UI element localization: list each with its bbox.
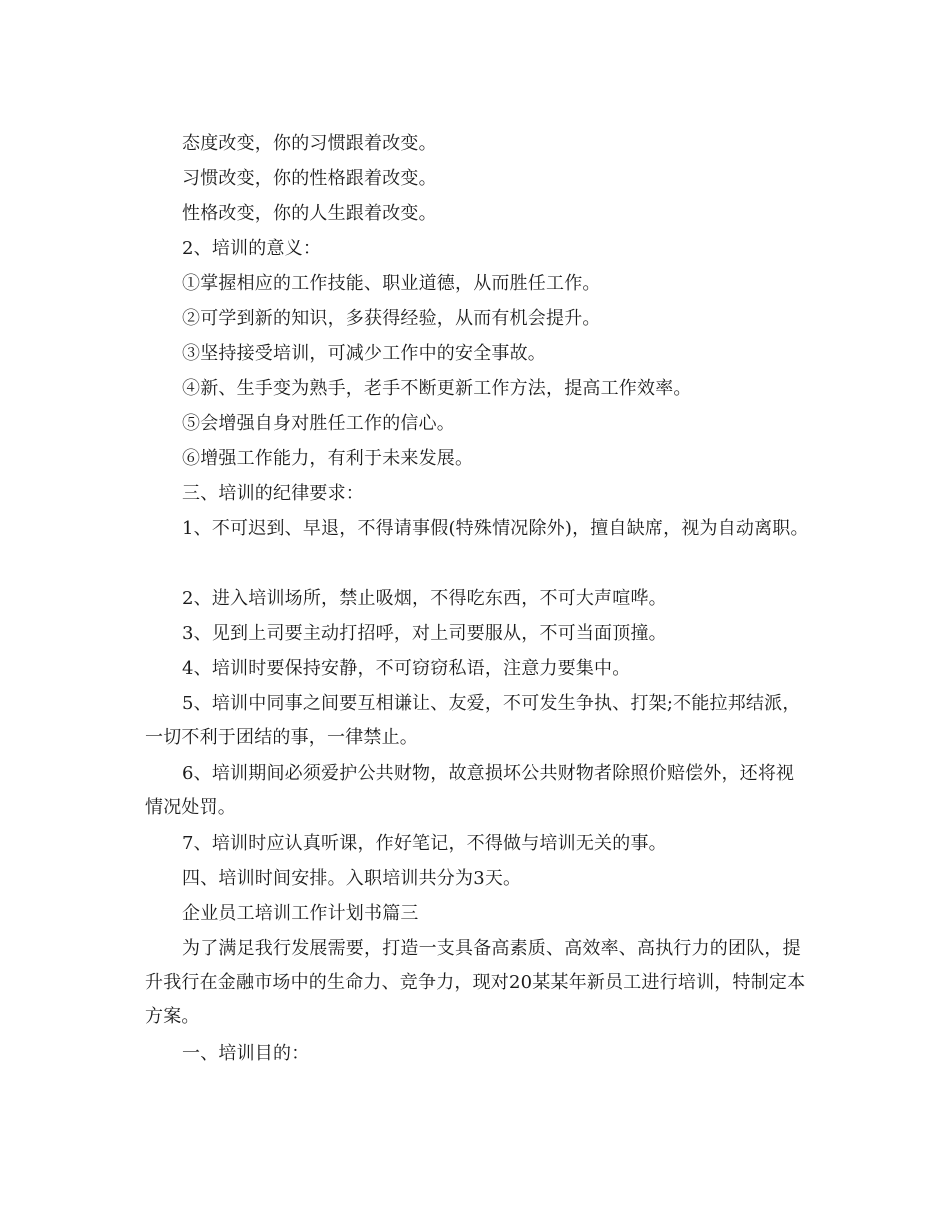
section-heading: 一、培训目的：	[182, 1043, 310, 1064]
list-item: 2、进入培训场所，禁止吸烟，不得吃东西，不可大声喧哗。	[182, 588, 667, 609]
list-item: ③坚持接受培训，可减少工作中的安全事故。	[182, 343, 546, 364]
section-heading: 三、培训的纪律要求：	[182, 483, 364, 504]
list-item: 4、培训时要保持安静，不可窃窃私语，注意力要集中。	[182, 658, 631, 679]
section-heading: 四、培训时间安排。入职培训共分为3天。	[182, 868, 522, 889]
list-item: 3、见到上司要主动打招呼，对上司要服从，不可当面顶撞。	[182, 623, 667, 644]
paragraph: 态度改变，你的习惯跟着改变。	[182, 133, 437, 154]
list-item: ②可学到新的知识，多获得经验，从而有机会提升。	[182, 308, 601, 329]
paragraph: 习惯改变，你的性格跟着改变。	[182, 168, 437, 189]
list-item: ⑤会增强自身对胜任工作的信心。	[182, 413, 455, 434]
document-title: 企业员工培训工作计划书篇三	[182, 903, 419, 924]
list-item: 5、培训中同事之间要互相谦让、友爱，不可发生争执、打架;不能拉邦结派，一切不利于团结的事，一律禁止。	[145, 693, 801, 748]
list-item: 6、培训期间必须爱护公共财物，故意损坏公共财物者除照价赔偿外，还将视情况处罚。	[145, 763, 795, 818]
list-item: ⑥增强工作能力，有利于未来发展。	[182, 448, 474, 469]
paragraph: 为了满足我行发展需要，打造一支具备高素质、高效率、高执行力的团队，提升我行在金融市场中的生命力、竞争力，现对20某某年新员工进行培训，特制定本方案。	[145, 938, 806, 1027]
list-item: ①掌握相应的工作技能、职业道德，从而胜任工作。	[182, 273, 601, 294]
list-item: 1、不可迟到、早退，不得请事假(特殊情况除外)，擅自缺席，视为自动离职。	[182, 518, 809, 539]
section-heading: 2、培训的意义：	[182, 238, 322, 259]
list-item: 7、培训时应认真听课，作好笔记，不得做与培训无关的事。	[182, 833, 667, 854]
paragraph: 性格改变，你的人生跟着改变。	[182, 203, 437, 224]
list-item: ④新、生手变为熟手，老手不断更新工作方法，提高工作效率。	[182, 378, 692, 399]
